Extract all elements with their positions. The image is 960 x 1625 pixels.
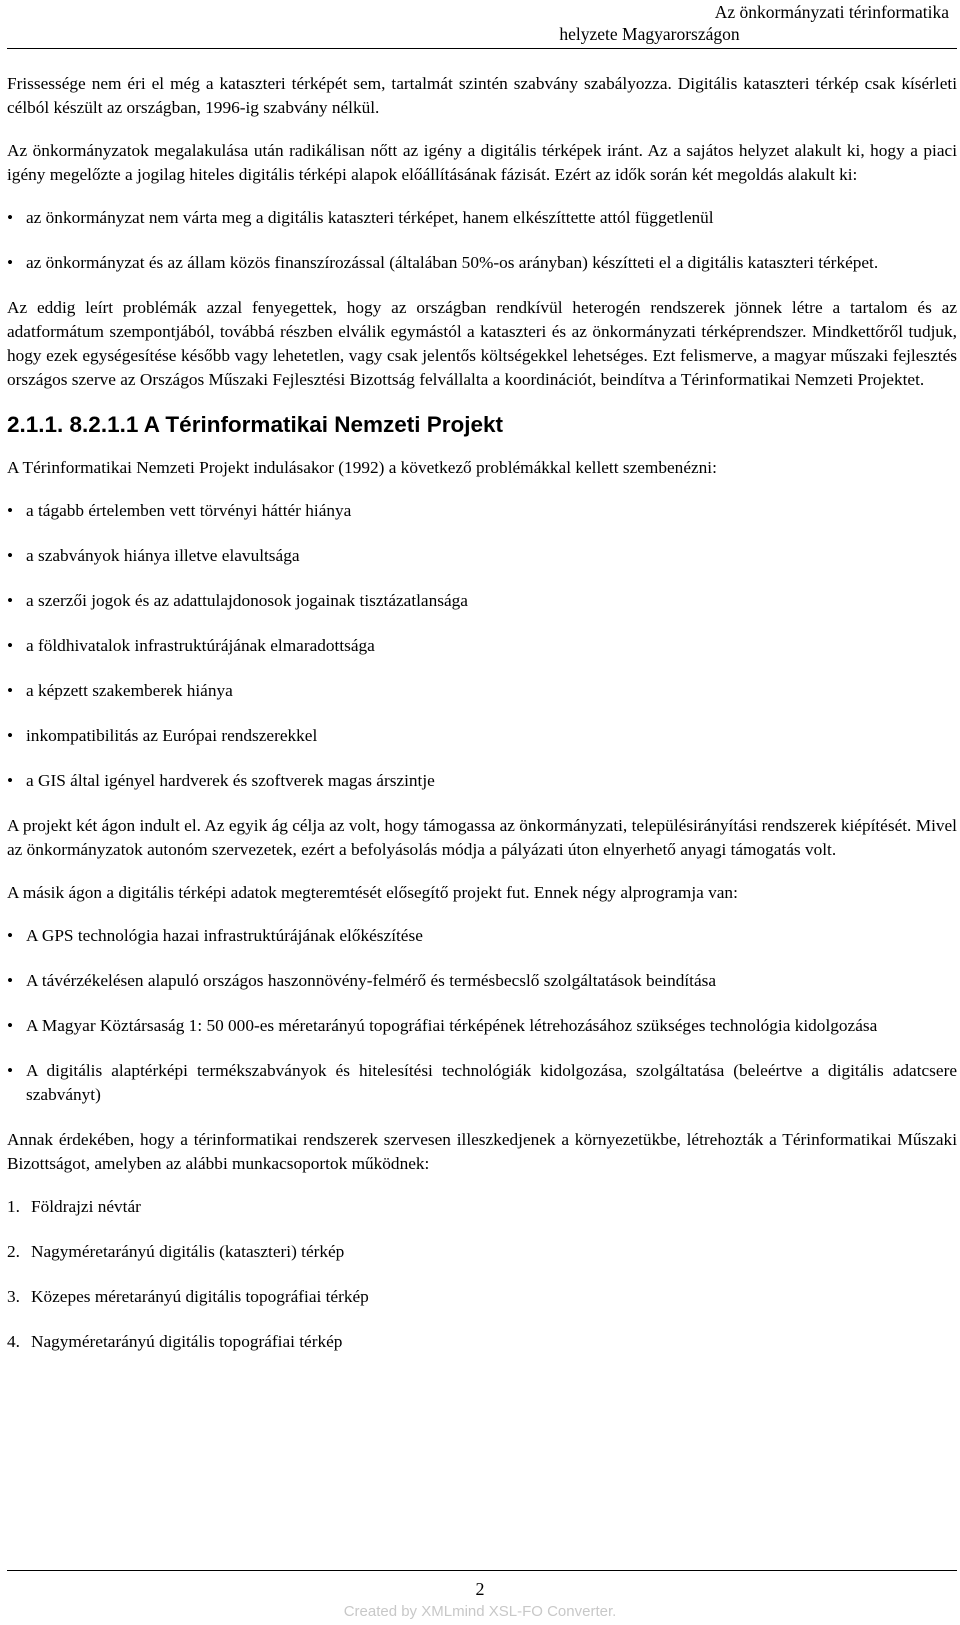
list-item-text: A GPS technológia hazai infrastruktúrájának előkészítése — [26, 926, 423, 945]
page-number: 2 — [475, 1579, 485, 1599]
bullet-icon: • — [7, 771, 14, 790]
footer-divider — [7, 1570, 957, 1571]
list-item-text: az önkormányzat és az állam közös finanszírozással (általában 50%-os arányban) készítteti el a digitális kataszteri térképet. — [26, 253, 879, 272]
paragraph-4: A Térinformatikai Nemzeti Projekt indulásakor (1992) a következő problémákkal kellett szembenézni: — [7, 458, 717, 477]
paragraph-3: Az eddig leírt problémák azzal fenyegettek, hogy az országban rendkívül heterogén rendszerek jönnek létre a tartalom és az adatformátum szempontjából, továbbá részben elválik egymástól a kataszteri és az önkormányzati térképrendszer. Mindkettőről tudjuk, hogy ezek egységesítése később vagy lehetetlen, vagy csak jelentős költségekkel lehetséges. Ezt felismerve, a magyar műszaki fejlesztés országos szerve az Országos Műszaki Fejlesztési Bizottság felvállalta a koordinációt, beindítva a Térinformatikai Nemzeti Projektet. — [7, 298, 957, 389]
list-item-text: A Magyar Köztársaság 1: 50 000-es méretarányú topográfiai térképének létrehozásához szükséges technológia kidolgozása — [26, 1016, 878, 1035]
list-item — [7, 769, 957, 793]
bullet-icon: • — [7, 926, 14, 945]
numbered-item — [7, 1285, 957, 1309]
list-item — [7, 544, 957, 568]
item-number: 1. — [7, 1197, 20, 1216]
list-item — [7, 724, 957, 748]
list-item-text: a tágabb értelemben vett törvényi háttér hiánya — [26, 501, 352, 520]
section-heading: 2.1.1. 8.2.1.1 A Térinformatikai Nemzeti Projekt — [7, 412, 504, 437]
numbered-item — [7, 1330, 957, 1354]
list-item — [7, 1014, 957, 1038]
header-title-line-2: helyzete Magyarországon — [559, 24, 740, 44]
list-item-text: a szerzői jogok és az adattulajdonosok jogainak tisztázatlansága — [26, 591, 468, 610]
paragraph-5: A projekt két ágon indult el. Az egyik ág célja az volt, hogy támogassa az önkormányzati, településirányítási rendszerek kiépítését. Mivel az önkormányzatok autonóm szervezetek, ezért a befolyásolás módja a pályázati úton elnyerhető anyagi támogatás volt. — [7, 816, 957, 859]
list-item — [7, 634, 957, 658]
list-item — [7, 499, 957, 523]
running-header — [7, 0, 957, 49]
bullet-icon: • — [7, 253, 14, 272]
bullet-icon: • — [7, 1061, 14, 1080]
paragraph-6: A másik ágon a digitális térképi adatok megteremtését elősegítő projekt fut. Ennek négy alprogramja van: — [7, 883, 738, 902]
item-number: 3. — [7, 1287, 20, 1306]
paragraph-2: Az önkormányzatok megalakulása után radikálisan nőtt az igény a digitális térképek iránt. Az a sajátos helyzet alakult ki, hogy a piaci igény megelőzte a jogilag hiteles digitális térképi alapok előállításának fázisát. Ezért az idők során két megoldás alakult ki: — [7, 141, 957, 184]
list-item-text: A távérzékelésen alapuló országos haszonnövény-felmérő és termésbecslő szolgáltatások beindítása — [26, 971, 717, 990]
header-title-line-1: Az önkormányzati térinformatika — [714, 2, 949, 22]
list-item-text: az önkormányzat nem várta meg a digitális kataszteri térképet, hanem elkészíttette attól függetlenül — [26, 208, 714, 227]
item-number: 4. — [7, 1332, 20, 1351]
list-item — [7, 206, 957, 230]
bullet-icon: • — [7, 546, 14, 565]
paragraph-7: Annak érdekében, hogy a térinformatikai rendszerek szervesen illeszkedjenek a környezetükbe, létrehozták a Térinformatikai Műszaki Bizottságot, amelyben az alábbi munkacsoportok működnek: — [7, 1130, 957, 1173]
list-item — [7, 589, 957, 613]
list-item — [7, 1059, 957, 1107]
list-item-text: a GIS által igényel hardverek és szoftverek magas árszintje — [26, 771, 435, 790]
bullet-icon: • — [7, 726, 14, 745]
list-item-text: inkompatibilitás az Európai rendszerekkel — [26, 726, 318, 745]
numbered-item-text: Nagyméretarányú digitális (kataszteri) térkép — [31, 1242, 345, 1261]
bullet-icon: • — [7, 591, 14, 610]
list-item — [7, 969, 957, 993]
numbered-item-text: Nagyméretarányú digitális topográfiai térkép — [31, 1332, 343, 1351]
bullet-icon: • — [7, 501, 14, 520]
bullet-icon: • — [7, 208, 14, 227]
item-number: 2. — [7, 1242, 20, 1261]
page-content — [7, 72, 957, 1375]
numbered-item — [7, 1195, 957, 1219]
list-item — [7, 679, 957, 703]
list-item-text: a földhivatalok infrastruktúrájának elmaradottsága — [26, 636, 375, 655]
converter-credit: Created by XMLmind XSL-FO Converter. — [343, 1603, 617, 1620]
bullet-icon: • — [7, 636, 14, 655]
bullet-icon: • — [7, 971, 14, 990]
list-item — [7, 924, 957, 948]
numbered-item-text: Közepes méretarányú digitális topográfiai térkép — [31, 1287, 369, 1306]
bullet-icon: • — [7, 1016, 14, 1035]
list-item — [7, 251, 957, 275]
numbered-item — [7, 1240, 957, 1264]
numbered-item-text: Földrajzi névtár — [31, 1197, 141, 1216]
paragraph-1: Frissessége nem éri el még a kataszteri térképét sem, tartalmát szintén szabvány szabályozza. Digitális kataszteri térkép csak kísérleti célból készült az országban, 1996-ig szabvány nélkül. — [7, 74, 957, 117]
list-item-text: a képzett szakemberek hiánya — [26, 681, 233, 700]
list-item-text: A digitális alaptérképi termékszabványok és hitelesítési technológiák kidolgozása, szolgáltatása (beleértve a digitális adatcsere szabványt) — [26, 1061, 957, 1104]
list-item-text: a szabványok hiánya illetve elavultsága — [26, 546, 300, 565]
bullet-icon: • — [7, 681, 14, 700]
